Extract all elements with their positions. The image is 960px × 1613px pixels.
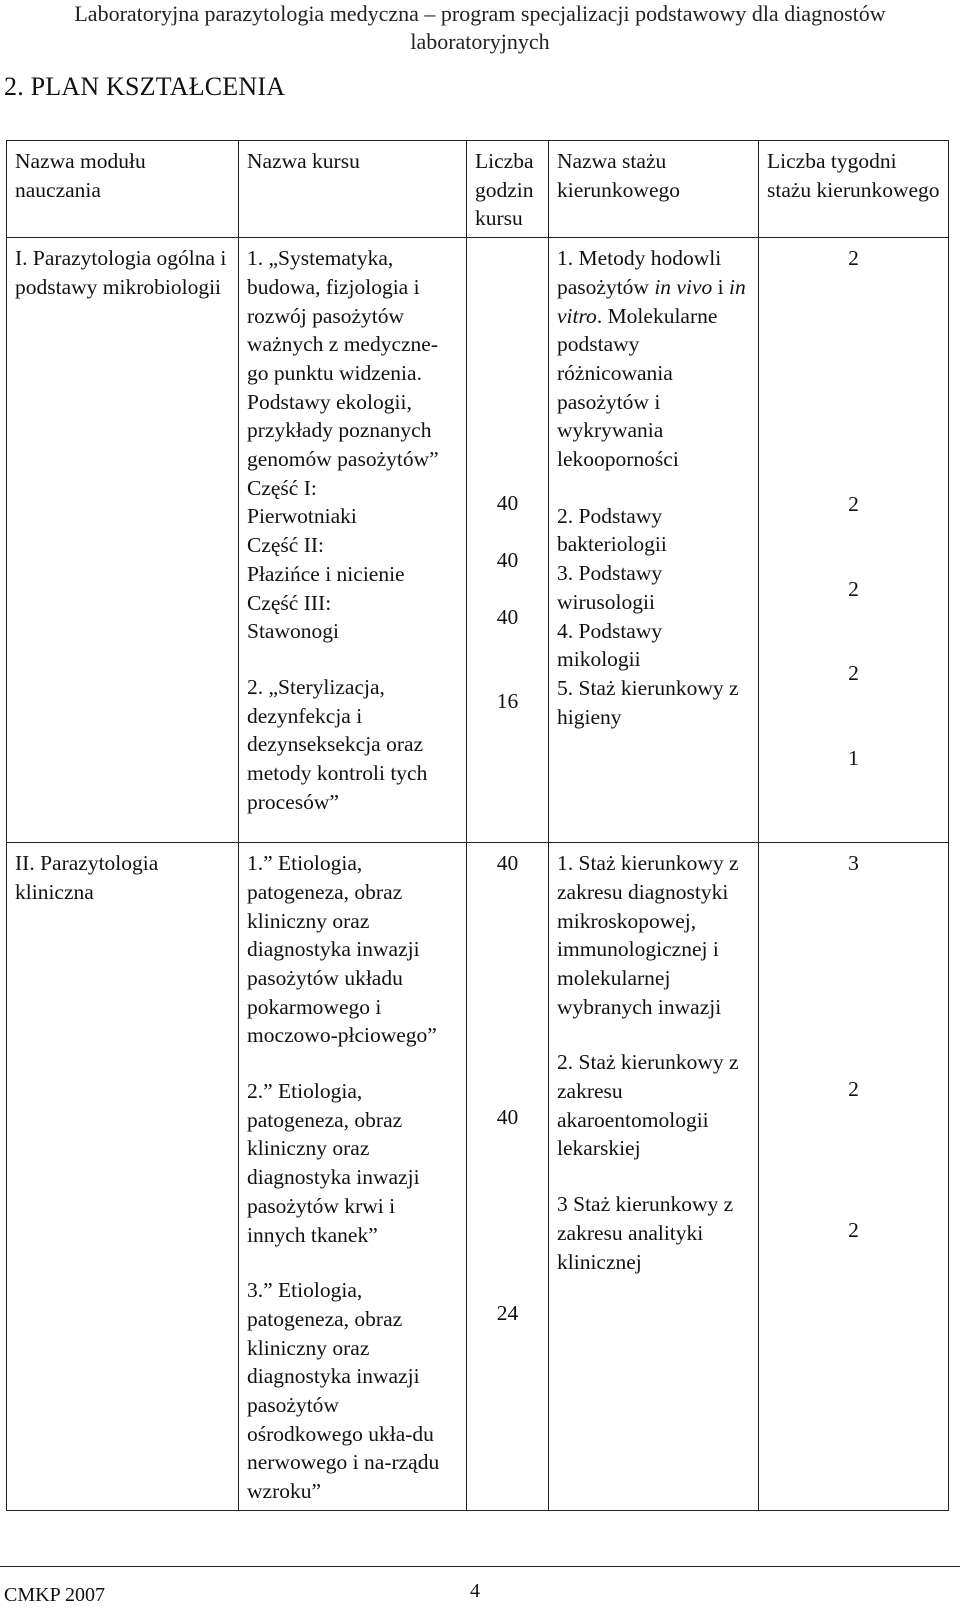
course-cell (239, 238, 467, 843)
course-part-title: Część I: (247, 475, 317, 500)
internship-item: 1. Metody hodowli pasożytów in vivo i in vitro. Molekularne podstawy różnicowania pasożytów i wykrywania lekooporności (557, 246, 746, 472)
internship-item: 2. Staż kierunkowy z zakresu akaroentomologii lekarskiej (557, 1050, 739, 1161)
header-internship: Nazwa stażu kierunkowego (549, 141, 759, 238)
hours-value: 24 (496, 1300, 519, 1325)
course-item: 1. „Systematyka, budowa, fizjologia i rozwój pasożytów ważnych z medyczne-go punktu widzenia. Podstawy ekologii, przykłady poznanych genomów pasożytów” (247, 246, 439, 472)
internship-cell (549, 843, 759, 1511)
course-part-name: Pierwotniaki (247, 504, 357, 529)
internship-item: 3. Podstawy wirusologii (557, 561, 663, 614)
course-cell (239, 843, 467, 1511)
header-hours: Liczba godzin kursu (467, 141, 549, 238)
header-course: Nazwa kursu (239, 141, 467, 238)
weeks-value: 3 (848, 851, 859, 876)
course-part-title: Część II: (247, 533, 325, 558)
course-part-title: Część III: (247, 590, 332, 615)
weeks-value: 1 (848, 745, 859, 770)
hours-value: 40 (496, 547, 519, 572)
running-header (0, 0, 960, 56)
internship-item: 2. Podstawy bakteriologii (557, 503, 667, 557)
internship-item: 5. Staż kierunkowy z higieny (557, 675, 739, 729)
page-number: 4 (470, 1580, 480, 1602)
header-line-2: laboratoryjnych (410, 29, 550, 54)
weeks-cell (759, 843, 949, 1511)
weeks-value: 2 (848, 1217, 859, 1242)
internship-item: 4. Podstawy mikologii (557, 618, 663, 672)
header-weeks: Liczba tygodni stażu kierunkowego (759, 141, 949, 238)
footer-rule (0, 1566, 960, 1567)
section-title: 2. PLAN KSZTAŁCENIA (4, 72, 286, 101)
hours-value: 40 (496, 1104, 519, 1129)
internship-item: 3 Staż kierunkowy z zakresu analityki klinicznej (557, 1192, 734, 1274)
internship-cell (549, 238, 759, 843)
weeks-value: 2 (848, 246, 859, 271)
course-item: 1.” Etiologia, patogeneza, obraz kliniczny oraz diagnostyka inwazji pasożytów układu pokarmowego i moczowo-płciowego” (247, 851, 437, 1048)
hours-cell (467, 238, 549, 843)
footer-left: CMKP 2007 (4, 1584, 105, 1606)
course-item: 2. „Sterylizacja, dezynfekcja i dezynseksekcja oraz metody kontroli tych procesów” (247, 674, 428, 814)
weeks-value: 2 (848, 1076, 859, 1101)
module-cell (7, 238, 239, 843)
module-cell (7, 843, 239, 1511)
training-plan-table (6, 140, 949, 1511)
hours-value: 40 (496, 851, 519, 876)
weeks-cell (759, 238, 949, 843)
table-header-row (7, 141, 949, 238)
weeks-value: 2 (848, 661, 859, 686)
table-row (7, 843, 949, 1511)
module-name: II. Parazytologia kliniczna (15, 851, 159, 904)
course-item: 2.” Etiologia, patogeneza, obraz kliniczny oraz diagnostyka inwazji pasożytów krwi i innych tkanek” (247, 1079, 420, 1247)
header-line-1: Laboratoryjna parazytologia medyczna – program specjalizacji podstawowy dla diagnostów (74, 1, 886, 26)
course-part-name: Stawonogi (247, 619, 339, 644)
course-part-name: Płazińce i nicienie (247, 561, 405, 586)
table-row (7, 238, 949, 843)
course-item: 3.” Etiologia, patogeneza, obraz kliniczny oraz diagnostyka inwazji pasożytów ośrodkowego ukła-du nerwowego i na-rządu wzroku” (247, 1278, 440, 1504)
header-module: Nazwa modułu nauczania (7, 141, 239, 238)
weeks-value: 2 (848, 576, 859, 601)
hours-value: 40 (496, 491, 519, 516)
hours-cell (467, 843, 549, 1511)
module-name: I. Parazytologia ogólna i podstawy mikrobiologii (15, 246, 227, 299)
weeks-value: 2 (848, 491, 859, 516)
hours-value: 40 (496, 604, 519, 629)
hours-value: 16 (496, 689, 519, 714)
internship-item: 1. Staż kierunkowy z zakresu diagnostyki mikroskopowej, immunologicznej i molekularnej wybranych inwazji (557, 851, 739, 1019)
